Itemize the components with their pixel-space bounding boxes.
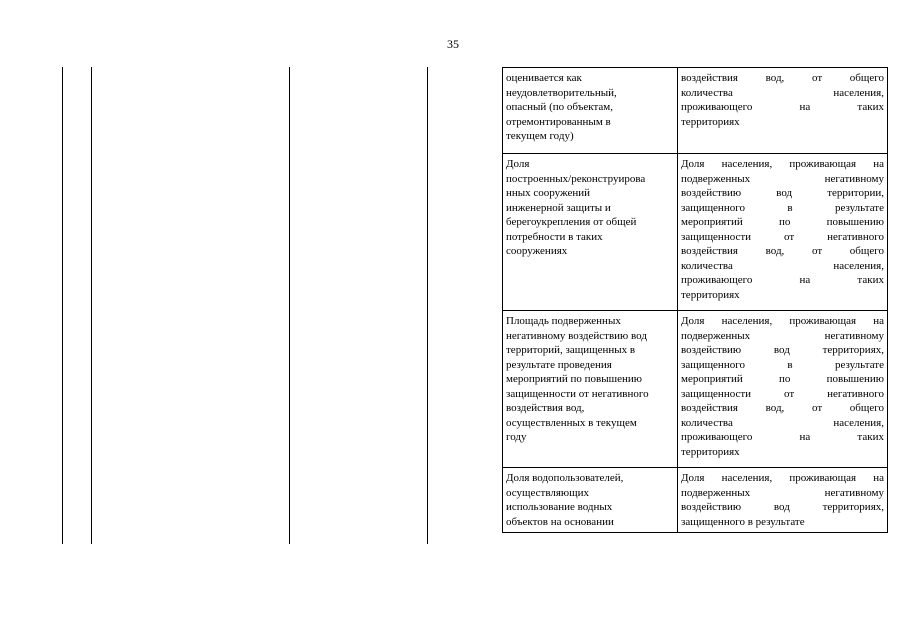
table-row bbox=[503, 311, 888, 468]
left-table-border-line bbox=[62, 67, 63, 544]
indicator-definition-line: защищенного в результате bbox=[681, 358, 884, 371]
left-table-column-divider bbox=[289, 67, 290, 544]
indicator-definition-line: территориях bbox=[681, 445, 740, 458]
indicator-definition-cell bbox=[678, 468, 888, 533]
indicator-definition-line: территориях bbox=[681, 115, 740, 128]
indicators-table bbox=[502, 67, 888, 533]
indicator-name-line: нных сооружений bbox=[506, 187, 591, 199]
indicator-definition-line: территориях bbox=[681, 288, 740, 301]
indicator-definition-line: подверженных негативному bbox=[681, 486, 884, 499]
indicator-name-line: потребности в таких bbox=[506, 230, 603, 243]
indicator-name-line: неудовлетворительный, bbox=[506, 86, 617, 99]
indicator-name-line: построенных/реконструирова bbox=[506, 172, 646, 185]
indicator-name-line: мероприятий по повышению bbox=[506, 373, 642, 385]
indicator-name-line: осуществляющих bbox=[506, 486, 589, 499]
indicator-definition-line: воздействия вод, от общего bbox=[681, 402, 884, 414]
indicator-definition-line: количества населения, bbox=[681, 259, 884, 272]
indicator-name-line: воздействия вод, bbox=[506, 402, 585, 414]
indicator-name-cell bbox=[503, 154, 678, 311]
indicator-definition-line: количества населения, bbox=[681, 86, 884, 99]
indicator-definition-cell bbox=[678, 154, 888, 311]
indicator-name-line: оценивается как bbox=[506, 72, 582, 84]
indicator-name-line: отремонтированным в bbox=[506, 115, 611, 128]
indicator-name-cell bbox=[503, 311, 678, 468]
indicator-name-line: Площадь подверженных bbox=[506, 315, 621, 327]
indicator-name-cell bbox=[503, 68, 678, 154]
indicator-name-cell bbox=[503, 468, 678, 533]
indicator-name-line: году bbox=[506, 431, 527, 443]
indicator-name-line: сооружениях bbox=[506, 245, 568, 257]
indicator-definition-line: проживающего на таких bbox=[681, 274, 884, 286]
indicator-name-line: Доля bbox=[506, 158, 530, 170]
indicator-name-line: использование водных bbox=[506, 501, 613, 513]
indicator-definition-cell bbox=[678, 68, 888, 154]
indicator-definition-line: мероприятий по повышению bbox=[681, 373, 884, 385]
indicator-name-line: осуществленных в текущем bbox=[506, 416, 637, 429]
table-row bbox=[503, 154, 888, 311]
indicator-definition-line: проживающего на таких bbox=[681, 101, 884, 113]
indicator-name-line: Доля водопользователей, bbox=[506, 472, 624, 484]
indicator-definition-line: мероприятий по повышению bbox=[681, 216, 884, 228]
indicator-name-line: опасный (по объектам, bbox=[506, 101, 613, 113]
indicator-name-line: берегоукрепления от общей bbox=[506, 216, 637, 228]
indicator-name-line: текущем году) bbox=[506, 130, 574, 142]
indicator-definition-line: воздействия вод, от общего bbox=[681, 72, 884, 84]
indicator-definition-cell bbox=[678, 311, 888, 468]
indicator-definition-line: воздействию вод территориях, bbox=[681, 501, 884, 513]
indicator-definition-line: Доля населения, проживающая на bbox=[681, 472, 884, 484]
left-table-column-divider bbox=[91, 67, 92, 544]
indicator-definition-line: Доля населения, проживающая на bbox=[681, 315, 884, 327]
indicator-definition-line: защищенности от негативного bbox=[681, 230, 884, 243]
indicator-definition-line: воздействию вод территориях, bbox=[681, 344, 884, 356]
indicator-definition-line: Доля населения, проживающая на bbox=[681, 158, 884, 170]
indicator-name-line: территорий, защищенных в bbox=[506, 344, 636, 356]
indicator-definition-line: защищенности от негативного bbox=[681, 387, 884, 400]
indicator-definition-line: проживающего на таких bbox=[681, 431, 884, 443]
table-row bbox=[503, 468, 888, 533]
indicator-definition-line: количества населения, bbox=[681, 416, 884, 429]
indicator-name-line: результате проведения bbox=[506, 358, 612, 371]
indicator-definition-line: подверженных негативному bbox=[681, 172, 884, 185]
indicator-name-line: инженерной защиты и bbox=[506, 201, 611, 214]
page-number: 35 bbox=[447, 37, 459, 51]
indicator-definition-line: воздействия вод, от общего bbox=[681, 245, 884, 257]
left-table-column-divider bbox=[427, 67, 428, 544]
indicator-name-line: объектов на основании bbox=[506, 515, 614, 528]
indicator-name-line: защищенности от негативного bbox=[506, 387, 649, 400]
indicator-definition-line: защищенного в результате bbox=[681, 201, 884, 214]
table-row bbox=[503, 68, 888, 154]
indicator-definition-line: защищенного в результате bbox=[681, 515, 805, 528]
indicator-definition-line: воздействию вод территории, bbox=[681, 187, 884, 199]
indicator-definition-line: подверженных негативному bbox=[681, 329, 884, 342]
indicator-name-line: негативному воздействию вод bbox=[506, 329, 647, 342]
